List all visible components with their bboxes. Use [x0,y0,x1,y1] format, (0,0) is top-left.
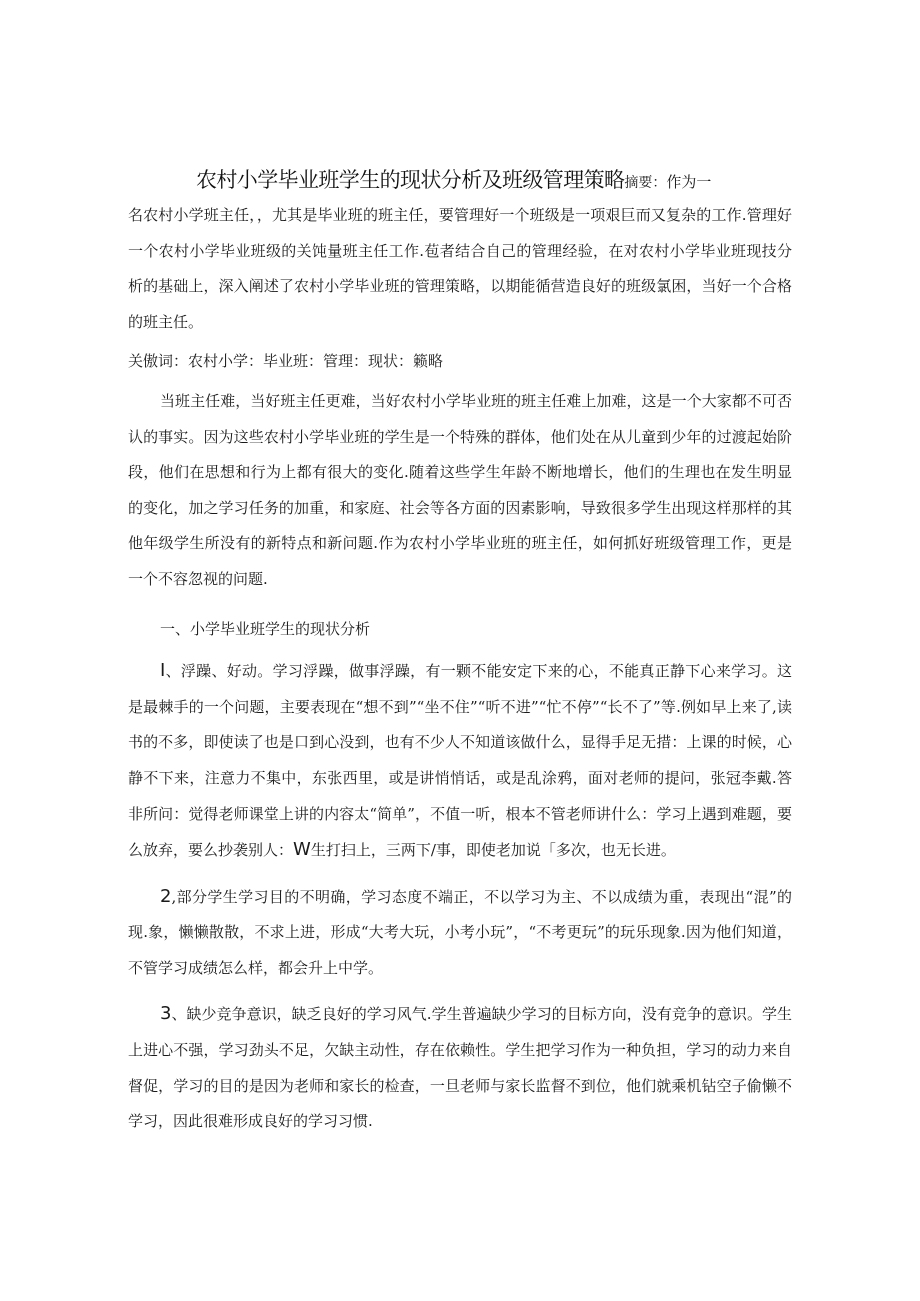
abstract-text: 名农村小学班主任，，尤其是毕业班的班主任，要管理好一个班级是一项艰巨而又复杂的工作.管理好一个农村小学毕业班级的关饨量班主任工作.苞者结合自己的管理经验，在对农村小学毕业班现技分析的基础上，深入阐述了农村小学毕业班的管理策略，以期能循营造良好的班级氯困，当好一个合格的班主任。 [128,206,792,331]
point-3-number: 3 [160,1003,172,1025]
point-1-number: I [160,660,166,682]
point-2-text: ,部分学生学习目的不明确，学习态度不端正，不以学习为主、不以成绩为重，表现出“混”的现.象，懒懒散散，不求上进，形成“大考大玩，小考小玩”，“不考更玩”的玩乐现象.因为他们知道，不管学习成绩怎么样，都会升上中学。 [128,887,792,977]
document-page [128,162,792,1140]
title-line [128,162,792,198]
point-2-paragraph [128,879,792,987]
point-1-latin: W [293,839,311,861]
point-1-paragraph [128,653,792,869]
point-1-text-a: 、浮躁、好动。学习浮躁，做事浮躁，有一颗不能安定下来的心，不能真正静下心来学习。这是最棘手的一个问题，主要表现在“想不到”“坐不住”“听不进”“忙不停”“长不了”等.例如早上来了,读书的不多，即使读了也是口到心没到，也有不少人不知道该做什么，显得手足无措：上课的时候，心静不下来，注意力不集中，东张西里，或是讲悄悄话，或是乱涂鸦，面对老师的提问，张冠李戴.答非所问：觉得老师课堂上讲的内容太“简单”，不值一听，根本不管老师讲什么：学习上遇到难题，要么放弃，要么抄袭别人： [128,662,792,860]
point-3-paragraph [128,996,792,1139]
point-1-text-b: 生打扫上，三两下/事，即使老加说「多次，也无长进。 [310,841,676,860]
document-title: 农村小学毕业班学生的现状分析及班级管理策略 [196,168,625,192]
intro-paragraph: 当班主任难，当好班主任更难，当好农村小学毕业班的班主任难上加难，这是一个大家都不可否认的事实。因为这些农村小学毕业班的学生是一个特殊的群体，他们处在从儿童到少年的过渡起始阶段，他们在思想和行为上都有很大的变化.随着这些学生年龄不断地增长，他们的生理也在发生明显的变化，加之学习任务的加重，和家庭、社会等各方面的因素影响，导致很多学生出现这样那样的其他年级学生所没有的新特点和新问题.作为农村小学毕业班的班主任，如何抓好班级管理工作，更是一个不容忽视的问题. [128,391,792,588]
abstract-inline: 作为一 [666,173,712,191]
section-heading: 一、小学毕业班学生的现状分析 [160,619,371,638]
keywords-line: 关傲词：农村小学：毕业班：管理：现状：籁略 [128,352,444,371]
abstract-label: 摘要： [624,175,667,191]
point-3-text: 、缺少竞争意识，缺乏良好的学习风气.学生普遍缺少学习的目标方向，没有竞争的意识。学生上进心不强，学习劲头不足，欠缺主动性，存在依赖性。学生把学习作为一种负担，学习的动力来自督促，学习的目的是因为老师和家长的检查，一旦老师与家长监督不到位，他们就乘机钻空子偷懒不学习，因此很难形成良好的学习习惯. [128,1005,792,1131]
point-2-number: 2 [160,885,172,907]
